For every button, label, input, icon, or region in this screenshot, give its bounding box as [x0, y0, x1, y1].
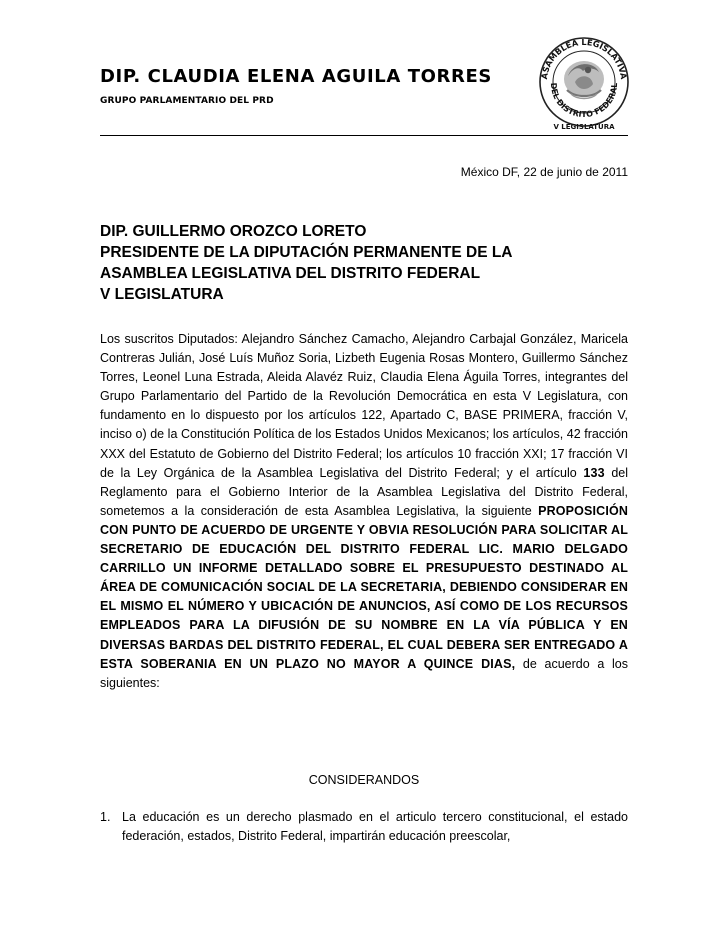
addressee-block: [100, 221, 640, 305]
svg-text:DEL DISTRITO FEDERAL: DEL DISTRITO FEDERAL: [548, 82, 620, 120]
svg-text:ASAMBLEA LEGISLATIVA: ASAMBLEA LEGISLATIVA: [539, 36, 629, 80]
list-item-number: 1.: [100, 810, 111, 824]
intro-text-continued: del Reglamento para el Gobierno Interior de la Asamblea Legislativa del Distrito Federal, sometemos a la consideración de esta Asamblea Legislativa, la siguiente: [100, 465, 629, 518]
list-item: [100, 808, 628, 846]
addressee-title: PRESIDENTE DE LA DIPUTACIÓN PERMANENTE DE LA: [100, 244, 513, 261]
list-item-text: La educación es un derecho plasmado en el articulo tercero constitucional, el estado federación, estados, Distrito Federal, impartirán educación preescolar,: [122, 810, 628, 844]
intro-text: Los suscritos Diputados: Alejandro Sánchez Camacho, Alejandro Carbajal González, Maricela Contreras Julián, José Luís Muñoz Soria, Lizbeth Eugenia Rosas Montero, Guillermo Sánchez Torres, Leonel Luna Estrada, Aleida Alavéz Ruiz, Claudia Elena Águila Torres, integrantes del Grupo Parlamentario del Partido de la Revolución Democrática en esta V Legislatura, con fundamento en lo dispuesto por los artículos 122, Apartado C, BASE PRIMERA, fracción V, inciso o) de la Constitución Política de los Estados Unidos Mexicanos; los artículos, 42 fracción XXX del Estatuto de Gobierno del Distrito Federal; los artículos 10 fracción XXI; 17 fracción VI de la Ley Orgánica de la Asamblea Legislativa del Distrito Federal; y el artículo: [100, 332, 628, 480]
considerandos-heading: CONSIDERANDOS: [308, 773, 420, 787]
header-divider: [100, 135, 628, 136]
proposal-title: PROPOSICIÓN CON PUNTO DE ACUERDO DE URGENTE Y OBVIA RESOLUCIÓN PARA SOLICITAR AL SECRETARIO DE EDUCACIÓN DEL DISTRITO FEDERAL LIC. MARIO DELGADO CARRILLO UN INFORME DETALLADO SOBRE EL PRESUPUESTO DESTINADO AL ÁREA DE COMUNICACIÓN SOCIAL DE LA SECRETARIA, DEBIENDO CONSIDERAR EN EL MISMO EL NÚMERO Y UBICACIÓN DE ANUNCIOS, ASÍ COMO DE LOS RECURSOS EMPLEADOS PARA LA DIFUSIÓN DE SU NOMBRE EN LA VÍA PÚBLICA Y EN DIVERSAS BARDAS DEL DISTRITO FEDERAL, EL CUAL DEBERA SER ENTREGADO A ESTA SOBERANIA EN UN PLAZO NO MAYOR A QUINCE DIAS,: [100, 503, 628, 671]
addressee-legislature: V LEGISLATURA: [100, 286, 224, 303]
addressee-name: DIP. GUILLERMO OROZCO LORETO: [100, 223, 367, 240]
intro-closing: de acuerdo a los siguientes:: [100, 656, 628, 690]
document-date: México DF, 22 de junio de 2011: [460, 165, 628, 179]
seal-legislature-label: V LEGISLATURA: [553, 123, 615, 131]
intro-paragraph: [100, 330, 628, 693]
eagle-emblem-icon: [564, 61, 604, 99]
parliamentary-group: GRUPO PARLAMENTARIO DEL PRD: [100, 96, 274, 106]
addressee-institution: ASAMBLEA LEGISLATIVA DEL DISTRITO FEDERAL: [100, 265, 481, 282]
article-number: 133: [583, 465, 605, 480]
assembly-seal-logo: [535, 32, 633, 132]
author-name: DIP. CLAUDIA ELENA AGUILA TORRES: [100, 66, 492, 87]
